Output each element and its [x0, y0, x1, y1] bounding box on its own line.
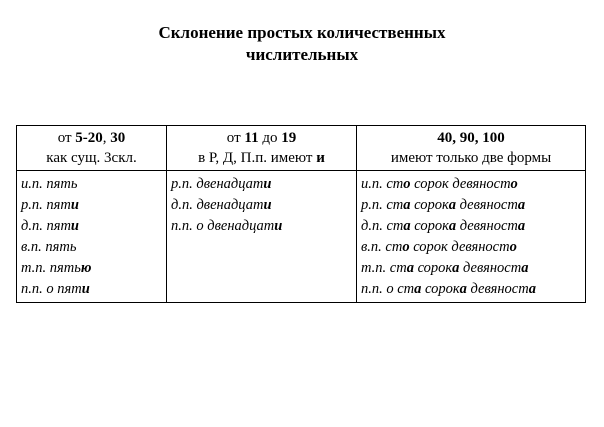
case-form-text: девяност — [456, 197, 518, 213]
header-seg-bold: и — [316, 150, 325, 166]
column-forty-ninety-hundred-forms — [357, 171, 586, 303]
case-ending: а — [517, 197, 526, 213]
header-seg-bold: 11 — [244, 130, 259, 146]
case-form-text: сорок — [421, 281, 460, 297]
case-form-row — [21, 195, 162, 216]
header-forty-ninety-hundred — [357, 126, 586, 171]
header-eleven-to-nineteen — [167, 126, 357, 171]
header-line — [359, 148, 583, 168]
case-form-text: девяност — [459, 260, 522, 276]
case-form-row — [171, 216, 352, 237]
case-form-text: сорок — [410, 197, 449, 213]
case-form-text: р.п. двенадцат — [171, 176, 264, 192]
case-ending: а — [521, 260, 529, 276]
case-form-row — [361, 216, 581, 237]
case-ending: и — [263, 176, 272, 192]
case-ending: а — [406, 260, 414, 276]
header-seg-bold: 40, 90, 100 — [437, 130, 505, 146]
case-form-text: р.п. пят — [21, 197, 71, 213]
case-ending: а — [517, 218, 526, 234]
case-form-row — [21, 237, 162, 258]
case-ending: а — [448, 197, 457, 213]
case-ending: о — [509, 239, 517, 255]
case-ending: ю — [80, 260, 92, 276]
case-form-text: девяност — [456, 218, 518, 234]
header-seg: , — [102, 130, 111, 146]
case-form-row — [361, 258, 581, 279]
case-form-text: р.п. ст — [361, 197, 404, 213]
header-line — [169, 148, 354, 168]
case-form-text: п.п. о двенадцат — [171, 218, 275, 234]
case-ending: о — [402, 239, 410, 255]
header-seg: имеют только две формы — [390, 150, 552, 166]
header-seg-bold: 5-20 — [75, 130, 103, 146]
header-seg-bold: 19 — [281, 130, 297, 146]
table-header-row — [17, 126, 586, 171]
header-seg: в Р, Д, П.п. имеют — [198, 150, 317, 166]
case-form-text: и.п. ст — [361, 176, 404, 192]
header-seg: до — [258, 130, 282, 146]
column-five-to-twenty-forms — [17, 171, 167, 303]
case-form-row — [21, 279, 162, 300]
header-five-to-twenty — [17, 126, 167, 171]
case-form-row — [21, 216, 162, 237]
case-form-row — [21, 258, 162, 279]
case-form-text: девяност — [466, 281, 529, 297]
case-form-row — [171, 195, 352, 216]
case-form-text: в.п. пять — [21, 239, 77, 255]
case-form-row — [361, 174, 581, 195]
case-form-text: д.п. ст — [361, 218, 404, 234]
header-line — [19, 148, 164, 168]
case-ending: а — [459, 281, 467, 297]
case-form-text: п.п. о ст — [361, 281, 415, 297]
case-form-text: и.п. пять — [21, 176, 78, 192]
table-body-row — [17, 171, 586, 303]
column-eleven-to-nineteen-forms — [167, 171, 357, 303]
case-form-text: в.п. ст — [361, 239, 403, 255]
title-line-2: числительных — [245, 45, 359, 64]
header-seg: как сущ. 3скл. — [46, 150, 137, 166]
case-ending: о — [510, 176, 518, 192]
case-form-row — [361, 279, 581, 300]
case-ending: а — [403, 218, 411, 234]
case-ending: а — [448, 218, 457, 234]
case-form-row — [361, 195, 581, 216]
case-form-text: сорок девяност — [410, 176, 511, 192]
case-ending: и — [81, 281, 90, 297]
header-line — [169, 128, 354, 148]
case-ending: а — [528, 281, 536, 297]
case-ending: а — [403, 197, 411, 213]
case-form-text: т.п. ст — [361, 260, 407, 276]
case-form-row — [361, 237, 581, 258]
case-ending: а — [414, 281, 422, 297]
case-form-text: д.п. двенадцат — [171, 197, 264, 213]
case-form-text: д.п. пят — [21, 218, 71, 234]
case-form-text: сорок — [413, 260, 453, 276]
case-ending: и — [274, 218, 283, 234]
declension-table — [16, 125, 586, 303]
header-seg: от — [226, 130, 245, 146]
case-ending: и — [70, 218, 79, 234]
header-line — [359, 128, 583, 148]
header-line — [19, 128, 164, 148]
case-ending: а — [452, 260, 460, 276]
case-form-row — [171, 174, 352, 195]
case-form-text: п.п. о пят — [21, 281, 82, 297]
case-ending: и — [263, 197, 272, 213]
title-line-1: Склонение простых количественных — [158, 23, 446, 42]
case-ending: и — [70, 197, 79, 213]
case-form-text: сорок — [410, 218, 449, 234]
case-form-text: сорок девяност — [409, 239, 510, 255]
case-ending: о — [403, 176, 411, 192]
header-seg-bold: 30 — [110, 130, 126, 146]
page-title — [0, 22, 604, 66]
case-form-row — [21, 174, 162, 195]
case-form-text: т.п. пять — [21, 260, 81, 276]
header-seg: от — [57, 130, 76, 146]
